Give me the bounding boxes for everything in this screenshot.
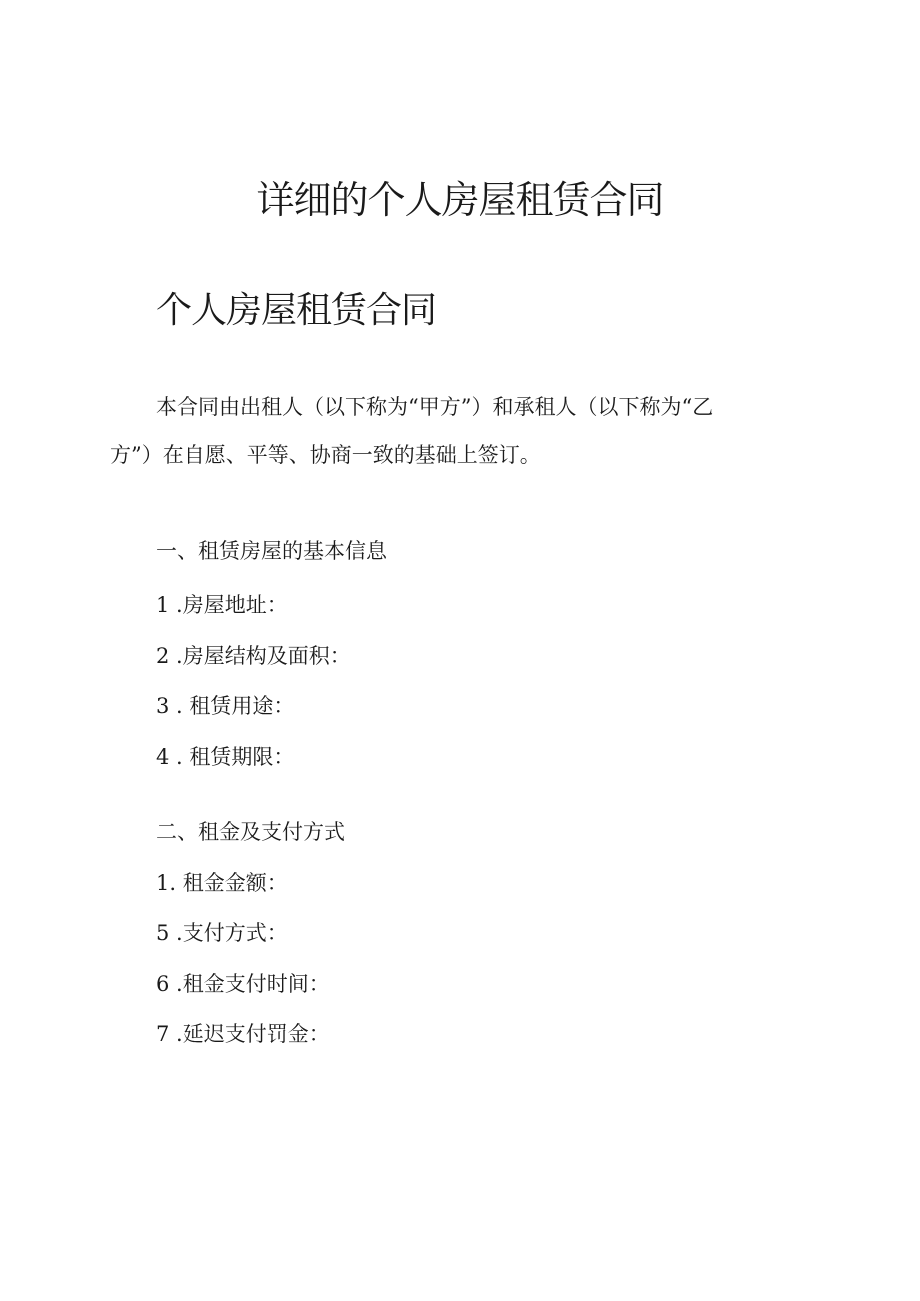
- document-title: 详细的个人房屋租赁合同: [256, 178, 664, 222]
- document-subtitle: 个人房屋租赁合同: [156, 290, 437, 331]
- list-item-lease-term: 4 . 租赁期限：: [156, 745, 295, 769]
- list-item-rent-amount: 1. 租金金额：: [156, 871, 288, 895]
- section-heading-basic-info: 一、租赁房屋的基本信息: [156, 539, 387, 563]
- intro-paragraph-line-1: 本合同由出租人（以下称为“甲方”）和承租人（以下称为“乙: [156, 395, 714, 419]
- section-heading-rent-payment: 二、租金及支付方式: [156, 820, 345, 844]
- list-item-late-penalty: 7 .延迟支付罚金：: [156, 1022, 330, 1046]
- list-item-lease-purpose: 3 . 租赁用途：: [156, 694, 295, 718]
- list-item-house-address: 1 .房屋地址：: [156, 593, 288, 617]
- list-item-payment-time: 6 .租金支付时间：: [156, 972, 330, 996]
- intro-paragraph-line-2: 方”）在自愿、平等、协商一致的基础上签订。: [110, 443, 541, 467]
- list-item-structure-area: 2 .房屋结构及面积：: [156, 644, 351, 668]
- list-item-payment-method: 5 .支付方式：: [156, 921, 288, 945]
